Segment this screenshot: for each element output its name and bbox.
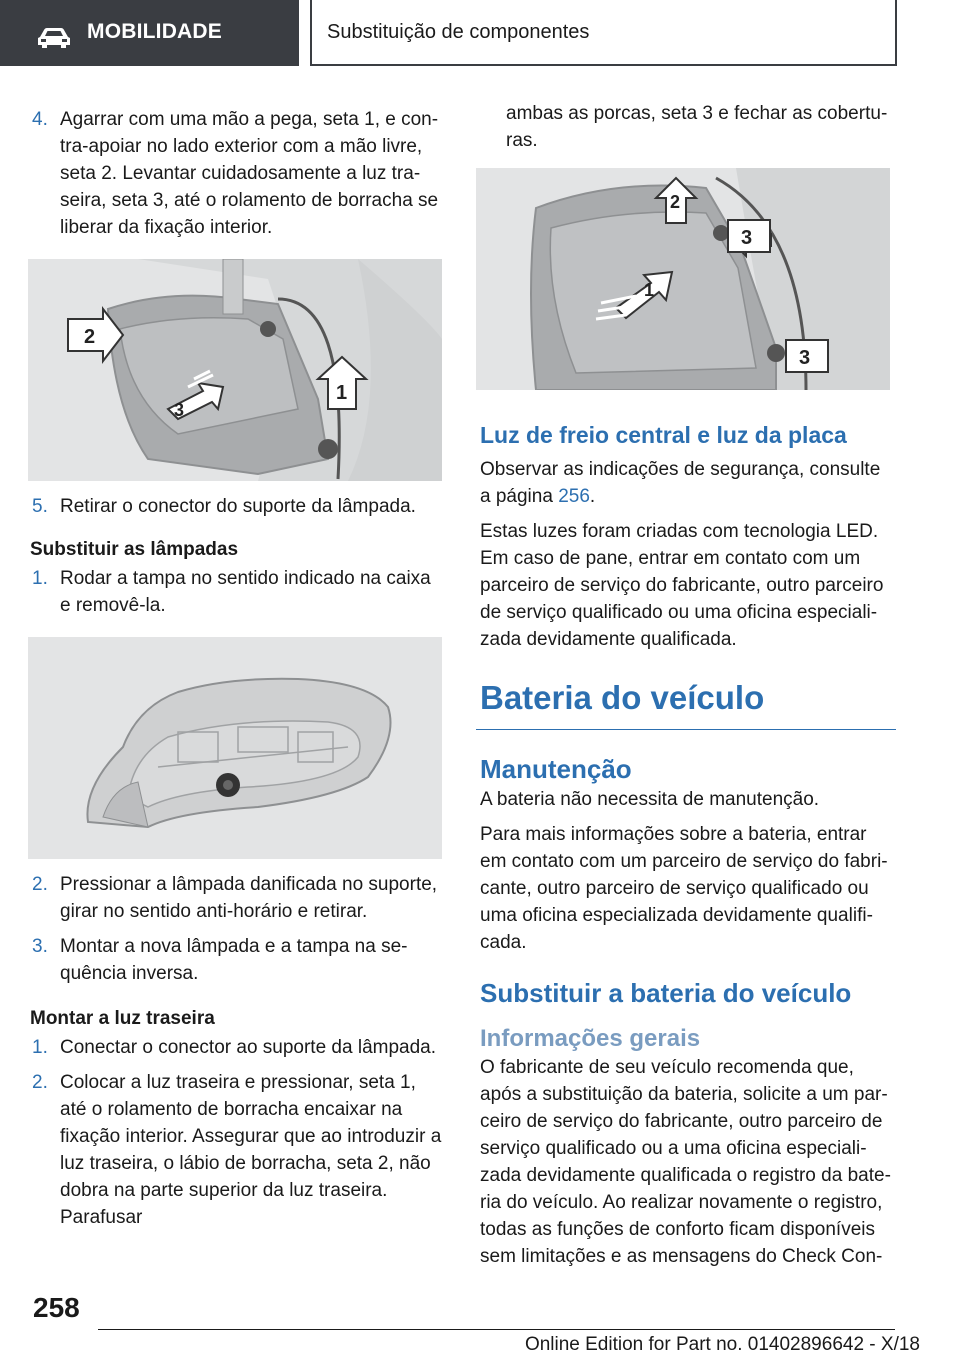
taillight-install-figure [476,168,890,390]
step-text: ambas as porcas, seta 3 e fechar as coberturas. [506,103,888,151]
step-number: 2. [32,874,48,895]
lamp-cover-figure [28,637,442,859]
step-item [30,1034,444,1061]
car-icon [36,27,72,49]
arrow-label: 3 [799,347,811,369]
arrow-label: 1 [644,280,655,300]
step-text: Montar a nova lâmpada e a tampa na sequência inversa. [60,936,408,984]
arrow-label: 1 [336,382,348,404]
section-heading: Manutenção [480,754,632,784]
right-column [476,100,896,1278]
left-column [30,100,444,1231]
chapter-title: Substituição de componentes [327,21,590,43]
step-text: Conectar o conector ao suporte da lâmpada. [60,1037,437,1058]
step-item [30,106,444,241]
paragraph: Observar as indicações de segurança, consulte a página 256. [480,459,881,507]
section-heading: Luz de freio central e luz da placa [480,422,847,448]
paragraph: A bateria não necessita de manutenção. [480,789,820,810]
step-text: Rodar a tampa no sentido indicado na caixa e removê-la. [60,568,431,616]
edition-note: Online Edition for Part no. 01402896642 - X/18 [524,1334,920,1355]
step-item [30,493,444,520]
step-number: 5. [32,496,48,517]
arrow-label: 2 [84,326,96,348]
arrow-label: 3 [741,227,753,249]
step-continuation [476,100,896,154]
section-title: MOBILIDADE [87,20,222,43]
section-tab [0,0,299,66]
paragraph: Estas luzes foram criadas com tecnologia LED. Em caso de pane, entrar em contato com um parceiro de serviço do fabricante, outro parceiro de serviço qualificado ou uma oficina especializada devidamente qualificada. [480,521,884,650]
page-link[interactable]: 256 [558,486,590,507]
paragraph: Para mais informações sobre a bateria, entrar em contato com um parceiro de serviço do fabricante, outro parceiro de serviço qualificado ou uma oficina especializada devidamente qualificada. [480,824,888,953]
step-text: Colocar a luz traseira e pressionar, seta 1, até o rolamento de borracha encaixar na fixação interior. Assegurar que ao introduzir a luz traseira, o lábio de borracha, seta 2, não dobra na parte superior da luz traseira. Parafusar [60,1072,442,1228]
subsection-heading: Informações gerais [480,1025,701,1052]
step-number: 4. [32,109,48,130]
taillight-removal-figure [28,259,442,481]
taillight-illustration [28,259,442,481]
subheading: Substituir as lâmpadas [30,539,239,560]
step-item [30,1069,444,1231]
page-header [0,0,960,66]
step-item [30,871,444,925]
step-text: Agarrar com uma mão a pega, seta 1, e contra-apoiar no lado exterior com a mão livre, seta 2. Levantar cuidadosamente a luz traseira, seta 3, até o rolamento de borracha se liberar da fixação interior. [60,109,439,238]
taillight-install-illustration [476,168,890,390]
step-text: Pressionar a lâmpada danificada no suporte, girar no sentido anti-horário e retirar. [60,874,438,922]
page-number: 258 [33,1292,80,1323]
step-number: 1. [32,1037,48,1058]
page-footer [0,1290,960,1362]
chapter-heading: Bateria do veículo [476,677,896,730]
step-number: 3. [32,936,48,957]
subheading: Montar a luz traseira [30,1008,215,1029]
arrow-label: 3 [174,400,185,420]
paragraph: O fabricante de seu veículo recomenda que, após a substituição da bateria, solicite a um parceiro de serviço do fabricante, outro parceiro de serviço qualificado ou a uma oficina especializada devidamente qualificada o registro da bateria do veículo. Ao realizar novamente o registro, todas as funções de conforto ficam disponíveis sem limitações e as mensagens do Check Con- [480,1057,891,1267]
lamp-housing-illustration [28,637,442,859]
step-item [30,565,444,619]
chapter-tab [310,0,897,66]
step-number: 1. [32,568,48,589]
section-heading: Substituir a bateria do veículo [480,978,852,1008]
arrow-label: 2 [670,192,681,212]
step-number: 2. [32,1072,48,1093]
footer-divider [98,1329,895,1330]
step-item [30,933,444,987]
step-text: Retirar o conector do suporte da lâmpada. [60,496,416,517]
